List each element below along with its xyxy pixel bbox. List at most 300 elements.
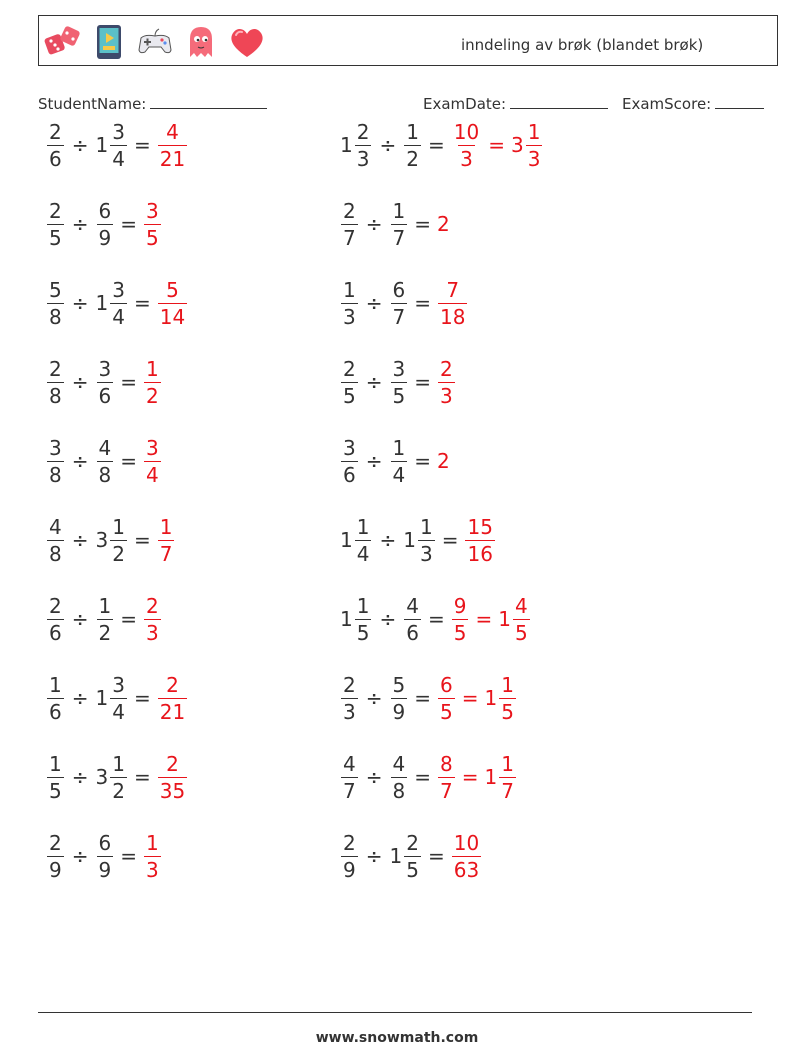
operand-b-numerator: 4 bbox=[98, 435, 112, 460]
operand-b-denominator: 4 bbox=[392, 462, 406, 487]
divide-sign: ÷ bbox=[379, 528, 397, 552]
operand-b-whole: 3 bbox=[95, 528, 109, 552]
answer bbox=[143, 435, 162, 487]
operand-a-numerator: 3 bbox=[49, 435, 62, 460]
answer-denominator: 5 bbox=[146, 225, 159, 250]
answer-denominator: 18 bbox=[440, 304, 466, 329]
equals-sign: = bbox=[133, 528, 151, 552]
divide-sign: ÷ bbox=[365, 291, 383, 315]
header-box bbox=[38, 15, 778, 66]
divide-sign: ÷ bbox=[71, 765, 89, 789]
operand-b-denominator: 4 bbox=[112, 304, 125, 329]
answer-denominator: 4 bbox=[146, 462, 159, 487]
answer-numerator: 7 bbox=[446, 277, 460, 302]
operand-b-fraction bbox=[418, 514, 435, 566]
operand-a-numerator: 1 bbox=[343, 277, 356, 302]
operand-a-denominator: 5 bbox=[356, 620, 370, 645]
answer-denominator: 5 bbox=[453, 620, 467, 645]
operand-a-fraction bbox=[355, 593, 372, 645]
answer bbox=[143, 830, 162, 882]
ghost-icon bbox=[181, 22, 221, 62]
problem-item bbox=[340, 510, 496, 570]
operand-b-fraction bbox=[97, 356, 114, 408]
operand-a-numerator: 2 bbox=[49, 830, 62, 855]
answer-denominator: 3 bbox=[146, 620, 159, 645]
operand-b-numerator: 6 bbox=[98, 198, 112, 223]
operand-a-denominator: 6 bbox=[49, 620, 62, 645]
operand-a-whole: 1 bbox=[340, 133, 353, 157]
problem-item bbox=[340, 194, 451, 254]
answer-numerator: 4 bbox=[166, 119, 179, 144]
problem-item bbox=[340, 352, 456, 412]
problem-item bbox=[340, 273, 468, 333]
answer-fraction bbox=[158, 277, 187, 329]
answer-fraction bbox=[144, 830, 161, 882]
operand-a-fraction bbox=[47, 435, 64, 487]
operand-a-denominator: 7 bbox=[343, 778, 356, 803]
operand-b-numerator: 4 bbox=[392, 751, 406, 776]
answer-denominator: 5 bbox=[440, 699, 453, 724]
answer-numerator: 1 bbox=[146, 830, 159, 855]
operand-a-denominator: 6 bbox=[343, 462, 356, 487]
answer-fraction bbox=[513, 593, 530, 645]
operand-a-denominator: 3 bbox=[356, 146, 370, 171]
operand-a-fraction bbox=[341, 751, 358, 803]
answer-denominator: 3 bbox=[460, 146, 473, 171]
operand-a-numerator: 1 bbox=[356, 593, 370, 618]
answer-fraction bbox=[438, 672, 455, 724]
answer-numerator: 1 bbox=[501, 672, 514, 697]
operand-b-fraction bbox=[110, 751, 127, 803]
exam-score-label: ExamScore: bbox=[622, 95, 712, 113]
answer-fraction bbox=[158, 514, 175, 566]
answer bbox=[437, 212, 451, 236]
operand-a-fraction bbox=[341, 198, 358, 250]
answer-denominator: 5 bbox=[501, 699, 514, 724]
operand-b-numerator: 3 bbox=[392, 356, 406, 381]
divide-sign: ÷ bbox=[71, 607, 89, 631]
problem-item bbox=[46, 352, 162, 412]
operand-a-fraction bbox=[341, 672, 358, 724]
answer-denominator: 63 bbox=[453, 857, 480, 882]
equals-sign: = bbox=[414, 765, 431, 789]
answer-numerator: 3 bbox=[146, 435, 159, 460]
operand-a-numerator: 2 bbox=[49, 198, 62, 223]
divide-sign: ÷ bbox=[71, 528, 89, 552]
operand-a-fraction bbox=[47, 198, 64, 250]
operand-a-denominator: 8 bbox=[49, 304, 62, 329]
operand-b-numerator: 5 bbox=[392, 672, 406, 697]
problem-item bbox=[340, 589, 531, 649]
operand-b-denominator: 5 bbox=[406, 857, 419, 882]
answer bbox=[157, 277, 188, 329]
operand-b-fraction bbox=[97, 198, 114, 250]
answer-whole: 1 bbox=[484, 765, 498, 789]
answer-denominator: 21 bbox=[159, 699, 186, 724]
operand-b-numerator: 1 bbox=[419, 514, 433, 539]
answer bbox=[157, 751, 188, 803]
answer-whole: 1 bbox=[498, 607, 511, 631]
operand-a-denominator: 5 bbox=[49, 225, 62, 250]
operand-b-numerator: 6 bbox=[392, 277, 406, 302]
operand-b-fraction bbox=[404, 830, 421, 882]
operand-b-fraction bbox=[110, 119, 127, 171]
operand-a-numerator: 2 bbox=[49, 593, 62, 618]
equals-sign: = bbox=[133, 765, 151, 789]
operand-b-fraction bbox=[404, 593, 421, 645]
operand-a-numerator: 1 bbox=[356, 514, 370, 539]
answer bbox=[437, 277, 468, 329]
operand-b-fraction bbox=[391, 751, 408, 803]
problem-item bbox=[46, 510, 175, 570]
equals-sign: = bbox=[133, 133, 151, 157]
equals-sign: = bbox=[120, 212, 137, 236]
operand-b-whole: 1 bbox=[389, 844, 403, 868]
equals-sign: = bbox=[414, 212, 431, 236]
exam-date-label: ExamDate: bbox=[423, 95, 507, 113]
problem-item bbox=[46, 826, 162, 886]
operand-a-fraction bbox=[341, 277, 358, 329]
answer-denominator: 7 bbox=[159, 541, 173, 566]
answer-denominator: 3 bbox=[527, 146, 541, 171]
operand-b-fraction bbox=[391, 672, 408, 724]
divide-sign: ÷ bbox=[71, 291, 89, 315]
answer-numerator: 1 bbox=[146, 356, 159, 381]
operand-b-denominator: 8 bbox=[392, 778, 406, 803]
operand-b-denominator: 2 bbox=[112, 778, 125, 803]
answer-denominator: 3 bbox=[146, 857, 159, 882]
operand-b-fraction bbox=[110, 672, 127, 724]
answer-numerator: 6 bbox=[440, 672, 453, 697]
footer-url: www.snowmath.com bbox=[315, 1030, 479, 1046]
answer bbox=[498, 593, 530, 645]
answer-fraction bbox=[144, 198, 161, 250]
student-name-label: StudentName: bbox=[38, 95, 147, 113]
operand-a-fraction bbox=[47, 514, 64, 566]
divide-sign: ÷ bbox=[379, 133, 397, 157]
footer-divider bbox=[38, 1012, 752, 1013]
operand-b-fraction bbox=[110, 514, 127, 566]
operand-a-numerator: 2 bbox=[49, 119, 62, 144]
operand-a-denominator: 6 bbox=[49, 699, 62, 724]
operand-b-denominator: 3 bbox=[419, 541, 433, 566]
answer-numerator: 3 bbox=[146, 198, 159, 223]
answer-whole: 1 bbox=[484, 686, 498, 710]
answer-fraction bbox=[158, 672, 187, 724]
answer-fraction bbox=[158, 119, 187, 171]
answer-numerator: 2 bbox=[166, 751, 179, 776]
exam-score-field bbox=[622, 94, 764, 113]
equals-sign: = bbox=[414, 291, 431, 315]
answer-denominator: 21 bbox=[159, 146, 186, 171]
equals-sign: = bbox=[133, 291, 151, 315]
divide-sign: ÷ bbox=[71, 449, 89, 473]
operand-a-denominator: 5 bbox=[49, 778, 62, 803]
equals-sign: = bbox=[427, 133, 445, 157]
answer bbox=[484, 751, 517, 803]
answer-numerator: 1 bbox=[501, 751, 514, 776]
answer bbox=[437, 356, 456, 408]
problem-item bbox=[340, 747, 517, 807]
operand-a-fraction bbox=[47, 751, 64, 803]
exam-date-field bbox=[423, 94, 608, 113]
operand-b-denominator: 2 bbox=[98, 620, 112, 645]
answer-fraction bbox=[452, 593, 469, 645]
answer-numerator: 15 bbox=[467, 514, 493, 539]
operand-a-denominator: 6 bbox=[49, 146, 62, 171]
operand-a-numerator: 4 bbox=[49, 514, 62, 539]
operand-a-numerator: 2 bbox=[356, 119, 370, 144]
answer bbox=[143, 356, 162, 408]
operand-a-whole: 1 bbox=[340, 528, 353, 552]
answer-denominator: 2 bbox=[146, 383, 159, 408]
answer-denominator: 7 bbox=[440, 778, 453, 803]
operand-a-whole: 1 bbox=[340, 607, 353, 631]
answer-fraction bbox=[438, 277, 467, 329]
operand-b-whole: 3 bbox=[95, 765, 109, 789]
divide-sign: ÷ bbox=[71, 212, 89, 236]
answer bbox=[143, 198, 162, 250]
answer-numerator: 1 bbox=[527, 119, 541, 144]
equals-sign: = bbox=[414, 370, 431, 394]
operand-a-fraction bbox=[47, 672, 64, 724]
answer-fraction bbox=[452, 119, 481, 171]
answer-numerator: 2 bbox=[146, 593, 159, 618]
operand-b-denominator: 4 bbox=[112, 699, 125, 724]
equals-sign: = bbox=[120, 607, 137, 631]
operand-b-whole: 1 bbox=[95, 133, 109, 157]
operand-b-numerator: 1 bbox=[406, 119, 419, 144]
operand-b-denominator: 4 bbox=[112, 146, 125, 171]
operand-b-fraction bbox=[391, 435, 408, 487]
operand-b-denominator: 9 bbox=[392, 699, 406, 724]
operand-a-numerator: 5 bbox=[49, 277, 62, 302]
answer bbox=[451, 593, 470, 645]
operand-a-denominator: 3 bbox=[343, 304, 356, 329]
operand-b-fraction bbox=[97, 830, 114, 882]
worksheet-title: inndeling av brøk (blandet brøk) bbox=[461, 36, 704, 54]
heart-icon bbox=[227, 22, 267, 62]
answer bbox=[157, 672, 188, 724]
answer-fraction bbox=[144, 435, 161, 487]
answer-denominator: 3 bbox=[440, 383, 453, 408]
answer-denominator: 7 bbox=[501, 778, 514, 803]
operand-a-numerator: 2 bbox=[49, 356, 62, 381]
answer-equals-sign: = bbox=[488, 133, 505, 157]
operand-b-fraction bbox=[391, 198, 408, 250]
problem-item bbox=[46, 194, 162, 254]
operand-b-fraction bbox=[404, 119, 421, 171]
operand-a-denominator: 5 bbox=[343, 383, 356, 408]
answer-denominator: 35 bbox=[159, 778, 186, 803]
operand-a-fraction bbox=[355, 119, 372, 171]
operand-a-fraction bbox=[47, 356, 64, 408]
answer-numerator: 5 bbox=[166, 277, 179, 302]
answer-numerator: 10 bbox=[453, 119, 480, 144]
dice-icon bbox=[43, 22, 83, 62]
answer bbox=[451, 119, 482, 171]
answer-numerator: 1 bbox=[159, 514, 173, 539]
operand-a-denominator: 8 bbox=[49, 462, 62, 487]
equals-sign: = bbox=[120, 370, 137, 394]
student-name-field bbox=[38, 94, 267, 113]
gamepad-icon bbox=[135, 22, 175, 62]
answer-numerator: 2 bbox=[440, 356, 453, 381]
problem-item bbox=[340, 115, 543, 175]
operand-b-numerator: 2 bbox=[406, 830, 419, 855]
divide-sign: ÷ bbox=[71, 370, 89, 394]
operand-a-numerator: 1 bbox=[49, 751, 62, 776]
operand-b-denominator: 9 bbox=[98, 857, 112, 882]
answer bbox=[437, 449, 451, 473]
operand-b-denominator: 9 bbox=[98, 225, 112, 250]
equals-sign: = bbox=[414, 449, 431, 473]
divide-sign: ÷ bbox=[71, 844, 89, 868]
operand-b-denominator: 7 bbox=[392, 304, 406, 329]
answer-equals-sign: = bbox=[461, 686, 479, 710]
answer-fraction bbox=[438, 356, 455, 408]
operand-a-denominator: 7 bbox=[343, 225, 356, 250]
equals-sign: = bbox=[427, 844, 445, 868]
tablet-play-icon bbox=[89, 22, 129, 62]
answer-numerator: 4 bbox=[514, 593, 528, 618]
answer-denominator: 16 bbox=[467, 541, 493, 566]
operand-b-numerator: 3 bbox=[112, 277, 125, 302]
answer-denominator: 5 bbox=[514, 620, 528, 645]
operand-b-denominator: 7 bbox=[392, 225, 406, 250]
operand-b-numerator: 3 bbox=[112, 119, 125, 144]
equals-sign: = bbox=[427, 607, 445, 631]
operand-a-fraction bbox=[341, 830, 358, 882]
answer bbox=[157, 119, 188, 171]
divide-sign: ÷ bbox=[365, 370, 383, 394]
operand-a-denominator: 8 bbox=[49, 383, 62, 408]
operand-b-denominator: 2 bbox=[406, 146, 419, 171]
answer bbox=[451, 830, 482, 882]
problem-item bbox=[46, 115, 188, 175]
divide-sign: ÷ bbox=[365, 765, 383, 789]
operand-a-numerator: 2 bbox=[343, 198, 356, 223]
operand-b-numerator: 1 bbox=[112, 751, 125, 776]
problem-item bbox=[46, 273, 188, 333]
header-icons bbox=[43, 22, 267, 62]
answer bbox=[510, 119, 543, 171]
divide-sign: ÷ bbox=[71, 133, 89, 157]
operand-a-numerator: 2 bbox=[343, 830, 356, 855]
operand-b-fraction bbox=[110, 277, 127, 329]
operand-a-denominator: 3 bbox=[343, 699, 356, 724]
operand-b-denominator: 5 bbox=[392, 383, 406, 408]
problem-item bbox=[340, 826, 482, 886]
student-name-line[interactable] bbox=[150, 94, 267, 109]
divide-sign: ÷ bbox=[365, 449, 383, 473]
operand-b-numerator: 6 bbox=[98, 830, 112, 855]
operand-a-numerator: 4 bbox=[343, 751, 356, 776]
operand-b-numerator: 4 bbox=[406, 593, 419, 618]
operand-b-denominator: 6 bbox=[406, 620, 419, 645]
answer-whole: 2 bbox=[437, 449, 450, 473]
operand-b-fraction bbox=[97, 593, 114, 645]
answer-numerator: 8 bbox=[440, 751, 453, 776]
answer-fraction bbox=[499, 751, 516, 803]
answer-numerator: 10 bbox=[453, 830, 480, 855]
operand-b-whole: 1 bbox=[95, 686, 109, 710]
operand-b-denominator: 6 bbox=[98, 383, 112, 408]
answer bbox=[157, 514, 176, 566]
operand-a-fraction bbox=[47, 277, 64, 329]
equals-sign: = bbox=[441, 528, 459, 552]
answer-fraction bbox=[144, 593, 161, 645]
problem-item bbox=[46, 668, 188, 728]
operand-b-numerator: 1 bbox=[112, 514, 125, 539]
operand-a-denominator: 9 bbox=[343, 857, 356, 882]
operand-b-numerator: 1 bbox=[98, 593, 112, 618]
exam-score-line[interactable] bbox=[715, 94, 764, 109]
answer bbox=[464, 514, 495, 566]
problem-item bbox=[46, 589, 162, 649]
problem-item bbox=[46, 747, 188, 807]
answer bbox=[437, 672, 456, 724]
answer-numerator: 2 bbox=[166, 672, 179, 697]
answer-fraction bbox=[158, 751, 187, 803]
operand-b-whole: 1 bbox=[95, 291, 109, 315]
operand-b-numerator: 3 bbox=[98, 356, 112, 381]
divide-sign: ÷ bbox=[379, 607, 397, 631]
answer bbox=[143, 593, 162, 645]
equals-sign: = bbox=[120, 449, 137, 473]
divide-sign: ÷ bbox=[365, 844, 383, 868]
operand-a-denominator: 4 bbox=[356, 541, 370, 566]
answer bbox=[437, 751, 456, 803]
operand-b-whole: 1 bbox=[403, 528, 416, 552]
answer-fraction bbox=[465, 514, 494, 566]
equals-sign: = bbox=[120, 844, 137, 868]
answer-equals-sign: = bbox=[475, 607, 493, 631]
operand-a-numerator: 3 bbox=[343, 435, 356, 460]
divide-sign: ÷ bbox=[71, 686, 89, 710]
operand-b-denominator: 8 bbox=[98, 462, 112, 487]
operand-b-fraction bbox=[391, 277, 408, 329]
problem-item bbox=[340, 431, 451, 491]
operand-b-fraction bbox=[97, 435, 114, 487]
answer bbox=[484, 672, 517, 724]
operand-a-fraction bbox=[47, 119, 64, 171]
answer-whole: 2 bbox=[437, 212, 450, 236]
operand-a-fraction bbox=[341, 435, 358, 487]
operand-a-numerator: 2 bbox=[343, 356, 356, 381]
answer-denominator: 14 bbox=[159, 304, 186, 329]
equals-sign: = bbox=[133, 686, 151, 710]
divide-sign: ÷ bbox=[365, 686, 383, 710]
problem-item bbox=[46, 431, 162, 491]
answer-fraction bbox=[144, 356, 161, 408]
operand-a-numerator: 1 bbox=[49, 672, 62, 697]
operand-b-numerator: 1 bbox=[392, 198, 406, 223]
exam-date-line[interactable] bbox=[510, 94, 608, 109]
answer-fraction bbox=[452, 830, 481, 882]
answer-equals-sign: = bbox=[461, 765, 479, 789]
operand-b-numerator: 3 bbox=[112, 672, 125, 697]
operand-a-fraction bbox=[355, 514, 372, 566]
answer-numerator: 9 bbox=[453, 593, 467, 618]
operand-a-fraction bbox=[47, 830, 64, 882]
equals-sign: = bbox=[414, 686, 431, 710]
operand-a-denominator: 8 bbox=[49, 541, 62, 566]
operand-b-denominator: 2 bbox=[112, 541, 125, 566]
operand-a-numerator: 2 bbox=[343, 672, 356, 697]
answer-whole: 3 bbox=[510, 133, 524, 157]
divide-sign: ÷ bbox=[365, 212, 383, 236]
